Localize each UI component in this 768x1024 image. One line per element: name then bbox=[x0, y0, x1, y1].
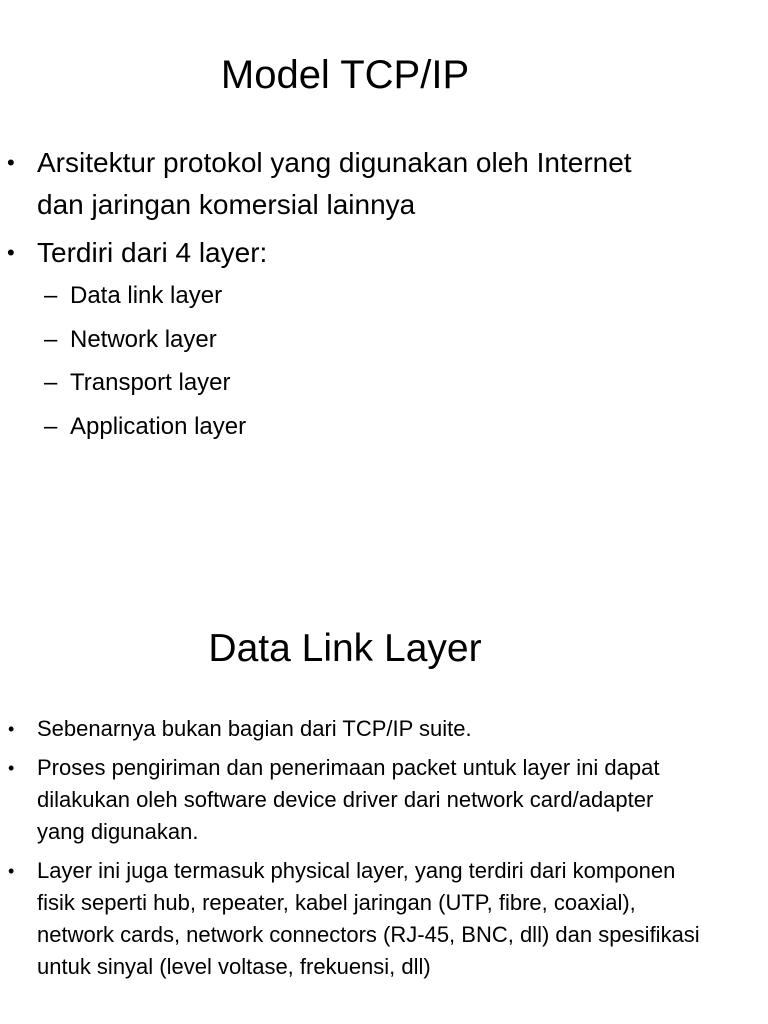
sub-item-data-link: – Data link layer bbox=[0, 274, 637, 318]
bullet-item: • Sebenarnya bukan bagian dari TCP/IP suite. bbox=[0, 713, 707, 745]
sub-item-application: – Application layer bbox=[0, 405, 637, 449]
bullet-item: • Arsitektur protokol yang digunakan oleh Internet dan jaringan komersial lainnya bbox=[0, 142, 637, 226]
slide-data-link-layer bbox=[0, 512, 768, 1024]
sub-item-network: – Network layer bbox=[0, 318, 637, 362]
slide-title: Data Link Layer bbox=[208, 627, 482, 670]
bullet-item: • Terdiri dari 4 layer: bbox=[0, 232, 637, 274]
bullet-item: • Proses pengiriman dan penerimaan packet untuk layer ini dapat dilakukan oleh software device driver dari network card/adapter yang digunakan. bbox=[0, 752, 707, 848]
slide-title: Model TCP/IP bbox=[220, 53, 470, 97]
sub-item-transport: – Transport layer bbox=[0, 361, 637, 405]
bullet-list bbox=[0, 713, 707, 983]
bullet-list bbox=[0, 142, 637, 448]
bullet-item: • Layer ini juga termasuk physical layer, yang terdiri dari komponen fisik seperti hub, repeater, kabel jaringan (UTP, fibre, coaxial), network cards, network connectors (RJ-45, BNC, dll) dan spesifikasi untuk sinyal (level voltase, frekuensi, dll) bbox=[0, 855, 707, 983]
